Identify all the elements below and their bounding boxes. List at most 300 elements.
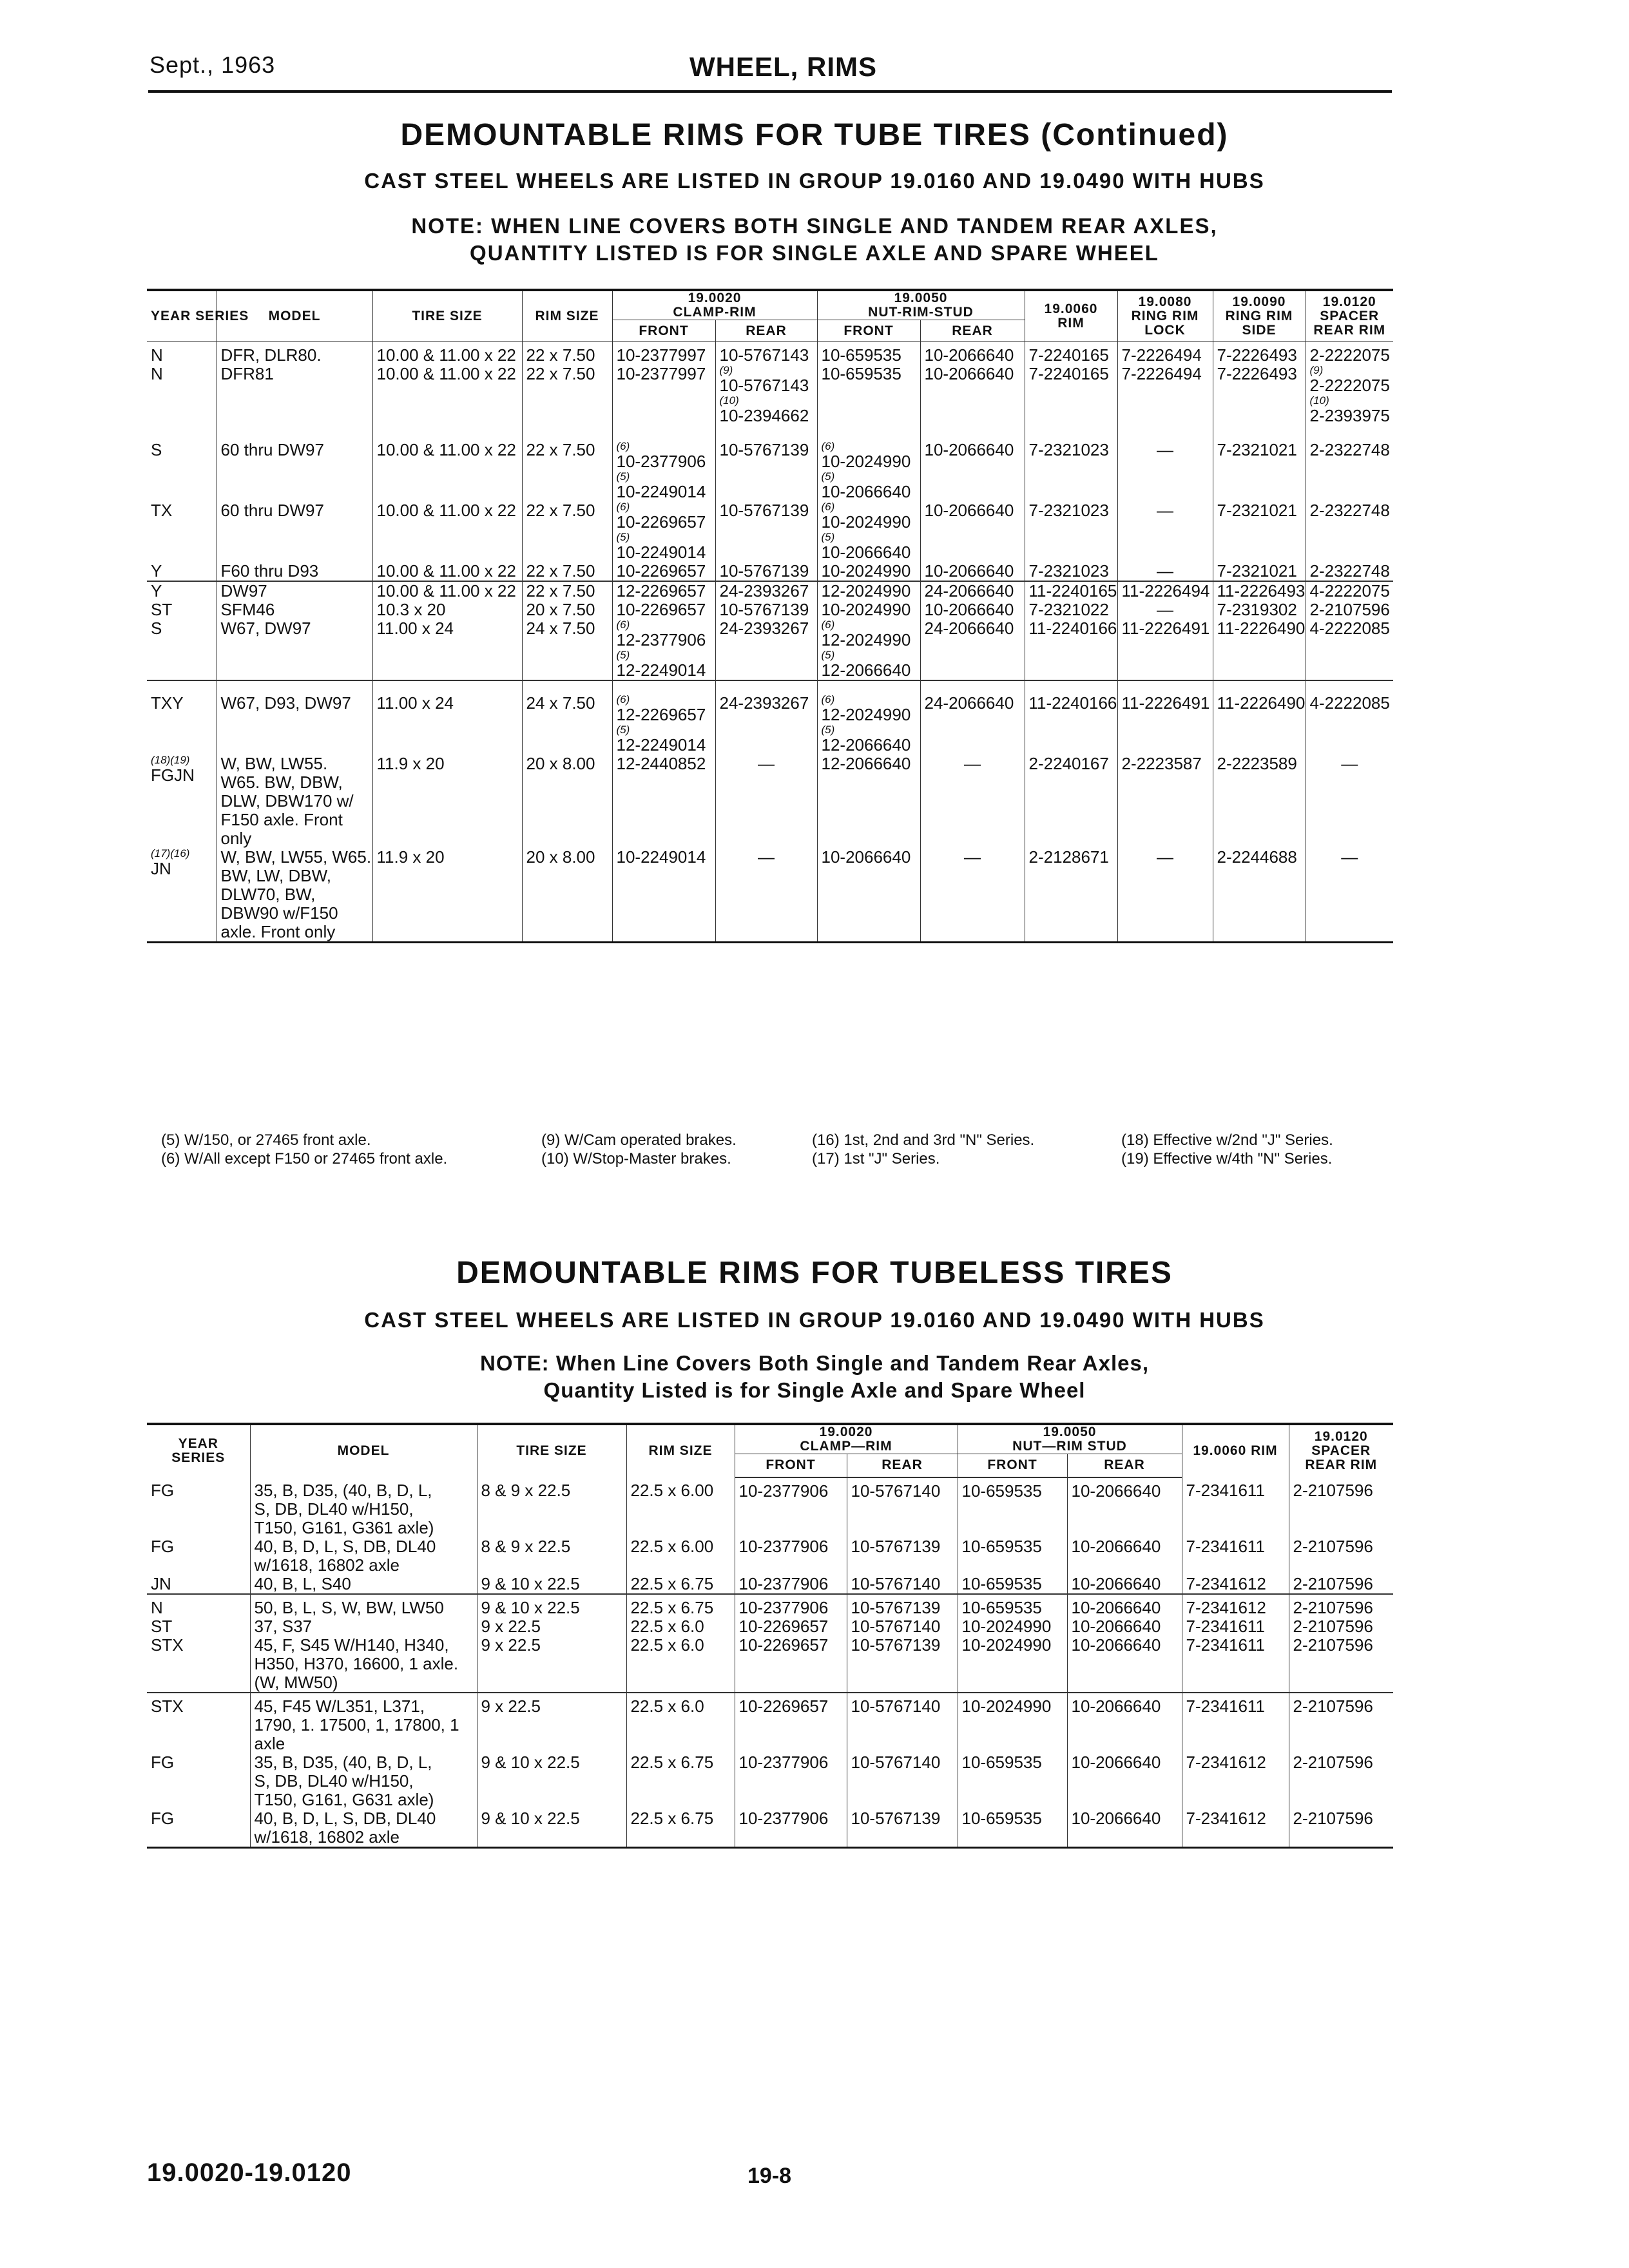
table-cell: [217, 754, 372, 848]
table-cell: [920, 601, 1025, 619]
table-cell: [1182, 1809, 1289, 1848]
table-cell: [847, 1477, 958, 1537]
cell-text: 20 x 8.00: [526, 754, 595, 773]
cell-text: 10-659535: [961, 1573, 1042, 1593]
table-row: [147, 848, 1393, 943]
table-cell: [522, 680, 612, 754]
table-cell: [522, 754, 612, 848]
cell-text: 7-2226493: [1217, 345, 1297, 365]
footnote-marker: (5): [821, 649, 835, 661]
table-cell: [1025, 601, 1117, 619]
cell-text: 40, B, L, S40: [254, 1573, 351, 1593]
cell-text: 22.5 x 6.75: [630, 1808, 714, 1828]
cell-text: 4-2222075: [1309, 581, 1390, 601]
table-cell: [715, 365, 817, 425]
cell-text: 10-5767139: [851, 1808, 941, 1828]
footnote-marker: (10): [1309, 394, 1329, 407]
cell-text: S: [151, 440, 162, 459]
cell-text: 11.00 x 24: [376, 619, 454, 638]
cell-text: FG: [151, 1536, 175, 1556]
col-rim-size: RIM SIZE: [626, 1424, 735, 1477]
table-cell: [847, 1537, 958, 1575]
table-cell: [1067, 1575, 1182, 1594]
cell-text: FGJN: [151, 765, 195, 785]
cell-text: (W, MW50): [254, 1672, 338, 1692]
footnote: (5) W/150, or 27465 front axle.: [161, 1131, 371, 1149]
cell-text: 7-2341611: [1186, 1536, 1265, 1556]
table-cell: [626, 1575, 735, 1594]
tubeless-rims-table: [147, 1423, 1393, 1849]
col-rim-size: RIM SIZE: [522, 290, 612, 342]
section1-note: [0, 213, 1629, 267]
footnote-col-2: [541, 1131, 737, 1168]
table-cell: [1289, 1594, 1393, 1617]
table-cell: [612, 848, 715, 943]
table-row: [147, 342, 1393, 365]
cell-text: S, DB, DL40 w/H150,: [254, 1499, 414, 1519]
cell-text: 10-5767140: [851, 1616, 941, 1636]
cell-text: 10-2377906: [616, 452, 706, 471]
table-cell: [1117, 848, 1213, 943]
table-cell: [735, 1636, 847, 1693]
cell-text: STX: [151, 1635, 184, 1655]
cell-text: 4-2222085: [1309, 619, 1390, 638]
tube-rims-table-body: [147, 342, 1393, 943]
table-cell: [217, 342, 372, 365]
cell-text: w/1618, 16802 axle: [254, 1555, 400, 1575]
cell-text: 10-5767139: [851, 1597, 941, 1617]
table-cell: [1306, 619, 1393, 680]
table-cell: [250, 1594, 477, 1617]
cell-text: 10.00 & 11.00 x 22: [376, 561, 516, 581]
cell-text: 12-2024990: [821, 581, 911, 601]
table-cell: [217, 848, 372, 943]
table-cell: [522, 619, 612, 680]
table-cell: [147, 1537, 250, 1575]
table-cell: [1182, 1636, 1289, 1693]
table-cell: [217, 425, 372, 501]
table-cell: [715, 342, 817, 365]
table-cell: [477, 1809, 626, 1848]
cell-text: 10-659535: [821, 364, 901, 383]
table-cell: [735, 1753, 847, 1809]
table-cell: [958, 1537, 1067, 1575]
cell-text: 11.00 x 24: [376, 693, 454, 713]
table-cell: [1306, 581, 1393, 601]
table-cell: [372, 425, 522, 501]
table-cell: [735, 1617, 847, 1636]
cell-text: 12-2066640: [821, 735, 911, 754]
cell-text: 2-2107596: [1293, 1480, 1373, 1500]
cell-text: —: [1157, 847, 1173, 867]
cell-text: 10-5767140: [851, 1696, 941, 1716]
table-cell: [522, 365, 612, 425]
table-cell: [612, 619, 715, 680]
table-cell: [1067, 1594, 1182, 1617]
footnote: (16) 1st, 2nd and 3rd "N" Series.: [812, 1131, 1035, 1149]
cell-text: 10-5767139: [719, 561, 809, 581]
table-cell: [817, 848, 920, 943]
cell-text: 10-2024990: [821, 600, 911, 619]
cell-text: F60 thru D93: [220, 561, 319, 581]
table-cell: [958, 1636, 1067, 1693]
cell-text: 7-2341612: [1186, 1752, 1266, 1772]
table-row: [147, 1753, 1393, 1809]
table-cell: [147, 680, 217, 754]
table-cell: [1182, 1617, 1289, 1636]
cell-text: 7-2341611: [1186, 1480, 1265, 1500]
cell-text: 12-2066640: [821, 754, 911, 773]
col-model: MODEL: [250, 1424, 477, 1477]
cell-text: 7-2240165: [1028, 345, 1109, 365]
cell-text: 12-2269657: [616, 705, 706, 724]
cell-text: 10.00 & 11.00 x 22: [376, 345, 516, 365]
cell-text: S: [151, 619, 162, 638]
table-cell: [1117, 562, 1213, 581]
cell-text: 7-2321021: [1217, 501, 1297, 520]
table-cell: [920, 754, 1025, 848]
cell-text: 2-2223589: [1217, 754, 1297, 773]
cell-text: 10-659535: [961, 1536, 1042, 1556]
cell-text: 10-2066640: [1071, 1573, 1161, 1593]
cell-text: 2-2107596: [1293, 1635, 1373, 1655]
cell-text: —: [964, 847, 981, 867]
footnote-marker: (5): [616, 470, 630, 483]
table-cell: [147, 1636, 250, 1693]
cell-text: DW97: [220, 581, 267, 601]
table-cell: [715, 848, 817, 943]
table-cell: [847, 1594, 958, 1617]
cell-text: axle. Front only: [220, 922, 336, 941]
table-cell: [1306, 501, 1393, 562]
table-cell: [147, 601, 217, 619]
table-row: [147, 601, 1393, 619]
table-cell: [958, 1753, 1067, 1809]
cell-text: 24-2393267: [719, 619, 809, 638]
cell-text: 10-2066640: [821, 847, 911, 867]
cell-text: 10-2377906: [738, 1536, 829, 1556]
table-cell: [217, 562, 372, 581]
table-cell: [477, 1477, 626, 1537]
cell-text: 10-659535: [961, 1752, 1042, 1772]
table-cell: [477, 1693, 626, 1753]
footnote-marker: (5): [821, 531, 835, 543]
table-cell: [1025, 501, 1117, 562]
cell-text: 10-5767143: [719, 345, 809, 365]
cell-text: 12-2377906: [616, 630, 706, 649]
col-ring-rim-lock: 19.0080 RING RIM LOCK: [1117, 290, 1213, 342]
table-cell: [522, 601, 612, 619]
table-cell: [1289, 1809, 1393, 1848]
cell-text: ST: [151, 600, 173, 619]
cell-text: 37, S37: [254, 1616, 313, 1636]
table-cell: [817, 754, 920, 848]
cell-text: 7-2321021: [1217, 561, 1297, 581]
cell-text: 2-2322748: [1309, 561, 1390, 581]
cell-text: 22.5 x 6.0: [630, 1616, 704, 1636]
table-cell: [1213, 365, 1306, 425]
cell-text: —: [1157, 600, 1173, 619]
footnote-marker: (9): [1309, 364, 1324, 376]
table-cell: [1213, 342, 1306, 365]
cell-text: 10-2024990: [961, 1635, 1052, 1655]
table-cell: [920, 342, 1025, 365]
cell-text: JN: [151, 1573, 171, 1593]
footnote-marker: (5): [821, 470, 835, 483]
cell-text: FG: [151, 1752, 175, 1772]
cell-text: 22 x 7.50: [526, 561, 595, 581]
table-cell: [817, 601, 920, 619]
tube-rims-table: [147, 289, 1393, 943]
table-cell: [1025, 619, 1117, 680]
cell-text: Y: [151, 581, 162, 601]
cell-text: 7-2321023: [1028, 501, 1109, 520]
cell-text: 2-2107596: [1293, 1536, 1373, 1556]
footnote: (17) 1st "J" Series.: [812, 1150, 940, 1168]
col-spacer-rear-rim: 19.0120 SPACER REAR RIM: [1306, 290, 1393, 342]
cell-text: 12-2249014: [616, 660, 706, 680]
table-cell: [817, 581, 920, 601]
table-cell: [1117, 601, 1213, 619]
header-title: WHEEL, RIMS: [689, 52, 877, 82]
cell-text: 10-5767140: [851, 1752, 941, 1772]
table-cell: [147, 1693, 250, 1753]
cell-text: 10-2024990: [961, 1616, 1052, 1636]
cell-text: JN: [151, 859, 171, 878]
table-cell: [920, 581, 1025, 601]
cell-text: 10-2066640: [1071, 1481, 1161, 1501]
table-cell: [1182, 1477, 1289, 1537]
section1-subtitle: CAST STEEL WHEELS ARE LISTED IN GROUP 19.0160 AND 19.0490 WITH HUBS: [364, 169, 1265, 193]
table-cell: [372, 581, 522, 601]
table-cell: [1213, 619, 1306, 680]
table-cell: [1025, 425, 1117, 501]
table-cell: [612, 680, 715, 754]
table-row: [147, 1537, 1393, 1575]
cell-text: —: [1157, 501, 1173, 520]
table-cell: [1182, 1693, 1289, 1753]
table-cell: [147, 754, 217, 848]
cell-text: 22 x 7.50: [526, 501, 595, 520]
cell-text: 2-2107596: [1293, 1808, 1373, 1828]
table-cell: [1117, 342, 1213, 365]
cell-text: 10-2269657: [738, 1616, 829, 1636]
col-clamp-front: FRONT: [612, 320, 715, 342]
cell-text: 1790, 1. 17500, 1, 17800, 1: [254, 1715, 459, 1735]
table-cell: [250, 1693, 477, 1753]
cell-text: 2-2222075: [1309, 345, 1390, 365]
table-cell: [1117, 501, 1213, 562]
col-rim: 19.0060 RIM: [1182, 1424, 1289, 1477]
table-cell: [147, 619, 217, 680]
table-cell: [1289, 1537, 1393, 1575]
table-cell: [1025, 342, 1117, 365]
table-cell: [847, 1636, 958, 1693]
cell-text: 22.5 x 6.75: [630, 1752, 714, 1772]
table-row: [147, 680, 1393, 754]
cell-text: W65. BW, DBW,: [220, 773, 343, 792]
cell-text: 11-2226493: [1217, 581, 1306, 601]
table-cell: [217, 501, 372, 562]
table-cell: [958, 1809, 1067, 1848]
footnote-marker: (6): [821, 440, 835, 452]
cell-text: 11-2226494: [1121, 581, 1210, 601]
cell-text: 11.9 x 20: [376, 847, 445, 867]
table-cell: [1025, 581, 1117, 601]
table-cell: [735, 1594, 847, 1617]
cell-text: T150, G161, G631 axle): [254, 1789, 434, 1809]
cell-text: 10-2066640: [924, 561, 1014, 581]
table-cell: [477, 1594, 626, 1617]
table-cell: [217, 581, 372, 601]
table-cell: [217, 680, 372, 754]
table-cell: [147, 562, 217, 581]
table-row: [147, 1636, 1393, 1693]
cell-text: TX: [151, 501, 173, 520]
table-cell: [522, 562, 612, 581]
col-tire-size: TIRE SIZE: [372, 290, 522, 342]
table-cell: [626, 1477, 735, 1537]
table-cell: [372, 619, 522, 680]
section1-note-line2: QUANTITY LISTED IS FOR SINGLE AXLE AND SPARE WHEEL: [470, 241, 1159, 265]
cell-text: 2-2322748: [1309, 440, 1390, 459]
cell-text: 2-2244688: [1217, 847, 1297, 867]
table-cell: [1117, 754, 1213, 848]
table-cell: [477, 1575, 626, 1594]
cell-text: BW, LW, DBW,: [220, 866, 331, 885]
col-nut-rear: REAR: [920, 320, 1025, 342]
table-cell: [250, 1477, 477, 1537]
cell-text: 7-2341612: [1186, 1808, 1266, 1828]
cell-text: 2-2107596: [1293, 1597, 1373, 1617]
table-cell: [477, 1636, 626, 1693]
cell-text: 24-2066640: [924, 693, 1014, 713]
table-cell: [1289, 1636, 1393, 1693]
table-cell: [1182, 1594, 1289, 1617]
table-cell: [920, 501, 1025, 562]
cell-text: 10-2024990: [821, 561, 911, 581]
table-cell: [1213, 581, 1306, 601]
footnote-marker: (6): [616, 501, 630, 513]
cell-text: 11-2226491: [1121, 619, 1210, 638]
cell-text: 45, F45 W/L351, L371,: [254, 1696, 425, 1716]
table-cell: [817, 342, 920, 365]
section2-note: [0, 1350, 1629, 1404]
table-cell: [612, 501, 715, 562]
table-cell: [626, 1809, 735, 1848]
table-cell: [612, 342, 715, 365]
table-cell: [817, 680, 920, 754]
cell-text: 10.00 & 11.00 x 22: [376, 364, 516, 383]
cell-text: Y: [151, 561, 162, 581]
cell-text: H350, H370, 16600, 1 axle.: [254, 1653, 459, 1673]
table-cell: [522, 425, 612, 501]
cell-text: 10-2269657: [616, 512, 706, 532]
table-cell: [1213, 754, 1306, 848]
table-cell: [147, 365, 217, 425]
table-cell: [1067, 1617, 1182, 1636]
cell-text: 10-2377906: [738, 1808, 829, 1828]
footnote-marker: (6): [821, 501, 835, 513]
cell-text: 7-2321022: [1028, 600, 1109, 619]
col-year-series: YEAR SERIES: [171, 1436, 226, 1466]
cell-text: 10-2249014: [616, 482, 706, 501]
table-cell: [817, 365, 920, 425]
table-cell: [372, 754, 522, 848]
footnote-marker: (6): [616, 619, 630, 631]
col-ring-rim-side: 19.0090 RING RIM SIDE: [1213, 290, 1306, 342]
table-cell: [847, 1575, 958, 1594]
cell-text: F150 axle. Front: [220, 810, 343, 829]
table-cell: [1306, 601, 1393, 619]
cell-text: only: [220, 829, 252, 848]
cell-text: 11-2226490: [1217, 619, 1306, 638]
table-cell: [920, 848, 1025, 943]
cell-text: 10-2377997: [616, 345, 706, 365]
table-cell: [1067, 1537, 1182, 1575]
cell-text: 10-2024990: [821, 452, 911, 471]
table-cell: [1213, 680, 1306, 754]
table-cell: [1306, 848, 1393, 943]
table-row: [147, 562, 1393, 581]
footnote-marker: (9): [719, 364, 733, 376]
section1-note-line1: NOTE: WHEN LINE COVERS BOTH SINGLE AND TANDEM REAR AXLES,: [411, 214, 1218, 238]
cell-text: 7-2341611: [1186, 1616, 1265, 1636]
cell-text: 10-2269657: [616, 561, 706, 581]
table-cell: [522, 581, 612, 601]
table-cell: [958, 1617, 1067, 1636]
footnote-marker: (5): [821, 724, 835, 736]
table-cell: [372, 601, 522, 619]
col-rim: 19.0060 RIM: [1025, 290, 1117, 342]
table-row: [147, 1575, 1393, 1594]
cell-text: 22 x 7.50: [526, 364, 595, 383]
table-cell: [147, 501, 217, 562]
cell-text: 10-2066640: [924, 440, 1014, 459]
table-row: [147, 425, 1393, 501]
cell-text: 22 x 7.50: [526, 345, 595, 365]
cell-text: FG: [151, 1808, 175, 1828]
cell-text: 10-2377906: [738, 1597, 829, 1617]
footer-group-range: 19.0020-19.0120: [147, 2158, 352, 2187]
table-cell: [612, 754, 715, 848]
table-cell: [477, 1537, 626, 1575]
cell-text: 12-2024990: [821, 705, 911, 724]
table-cell: [626, 1617, 735, 1636]
cell-text: 10-659535: [961, 1597, 1042, 1617]
cell-text: w/1618, 16802 axle: [254, 1827, 400, 1847]
cell-text: W, BW, LW55.: [220, 754, 328, 773]
table-cell: [1213, 425, 1306, 501]
cell-text: 12-2249014: [616, 735, 706, 754]
footnote-marker: (10): [719, 394, 739, 407]
table-cell: [735, 1537, 847, 1575]
cell-text: 2-2128671: [1028, 847, 1109, 867]
cell-text: 10-2249014: [616, 543, 706, 562]
cell-text: 10-2066640: [1071, 1808, 1161, 1828]
section2-note-line1: NOTE: When Line Covers Both Single and Tandem Rear Axles,: [480, 1351, 1149, 1375]
cell-text: 10-2066640: [924, 600, 1014, 619]
cell-text: 10-2024990: [821, 512, 911, 532]
table-cell: [147, 425, 217, 501]
cell-text: 10.00 & 11.00 x 22: [376, 440, 516, 459]
table-cell: [847, 1617, 958, 1636]
cell-text: —: [964, 754, 981, 773]
table-cell: [1025, 680, 1117, 754]
cell-text: 10-2066640: [1071, 1597, 1161, 1617]
cell-text: —: [1157, 440, 1173, 459]
cell-text: 40, B, D, L, S, DB, DL40: [254, 1808, 436, 1828]
